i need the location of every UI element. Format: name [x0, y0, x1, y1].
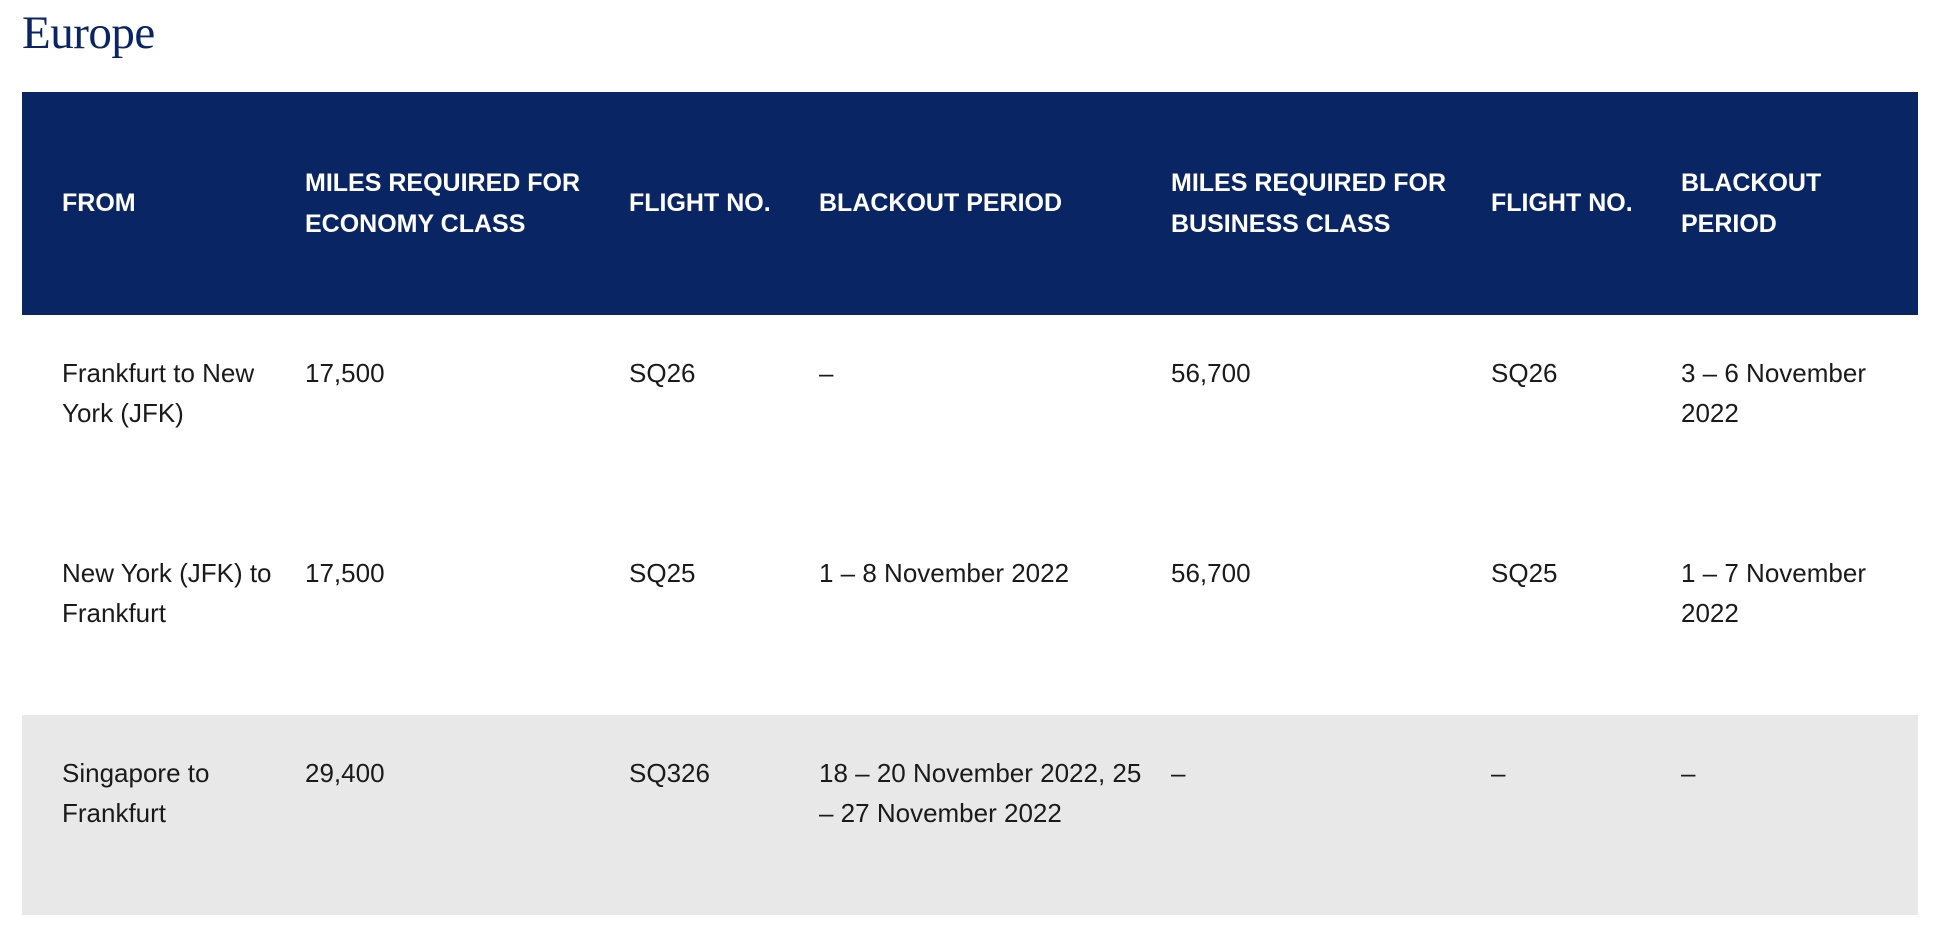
cell-blackout-economy: 18 – 20 November 2022, 25 – 27 November 2022: [819, 758, 1142, 828]
table-body: [22, 315, 1918, 915]
table-header: [22, 92, 1918, 315]
cell-flight-no-business: –: [1491, 758, 1506, 788]
cell-miles-economy: 29,400: [305, 758, 385, 788]
cell-from: Singapore to Frankfurt: [62, 758, 210, 828]
cell-flight-no-economy: SQ326: [629, 758, 710, 788]
table-row: [22, 715, 1918, 915]
header-from: FROM: [62, 189, 136, 217]
cell-miles-business: 56,700: [1171, 358, 1251, 388]
cell-flight-no-business: SQ26: [1491, 358, 1558, 388]
section-title: Europe: [22, 7, 155, 59]
cell-miles-economy: 17,500: [305, 558, 385, 588]
header-row: [22, 92, 1918, 315]
cell-from: New York (JFK) to Frankfurt: [62, 558, 272, 628]
cell-miles-business: 56,700: [1171, 558, 1251, 588]
cell-blackout-business: –: [1681, 758, 1696, 788]
cell-from: Frankfurt to New York (JFK): [62, 358, 255, 428]
table-row: [22, 315, 1918, 515]
cell-miles-business: –: [1171, 758, 1186, 788]
table-row: [22, 515, 1918, 715]
header-flight-no-economy: FLIGHT NO.: [629, 189, 771, 217]
cell-miles-economy: 17,500: [305, 358, 385, 388]
award-fare-table: [22, 92, 1918, 915]
cell-blackout-business: 3 – 6 November 2022: [1681, 358, 1866, 428]
cell-flight-no-economy: SQ26: [629, 358, 696, 388]
header-blackout-economy: BLACKOUT PERIOD: [819, 189, 1063, 217]
header-flight-no-business: FLIGHT NO.: [1491, 189, 1633, 217]
header-miles-economy: MILES REQUIRED FOR ECONOMY CLASS: [305, 168, 581, 238]
header-blackout-business: BLACKOUT PERIOD: [1681, 168, 1822, 238]
header-miles-business: MILES REQUIRED FOR BUSINESS CLASS: [1171, 168, 1447, 238]
cell-blackout-business: 1 – 7 November 2022: [1681, 558, 1866, 628]
cell-flight-no-economy: SQ25: [629, 558, 696, 588]
cell-flight-no-business: SQ25: [1491, 558, 1558, 588]
cell-blackout-economy: –: [819, 358, 834, 388]
cell-blackout-economy: 1 – 8 November 2022: [819, 558, 1070, 588]
